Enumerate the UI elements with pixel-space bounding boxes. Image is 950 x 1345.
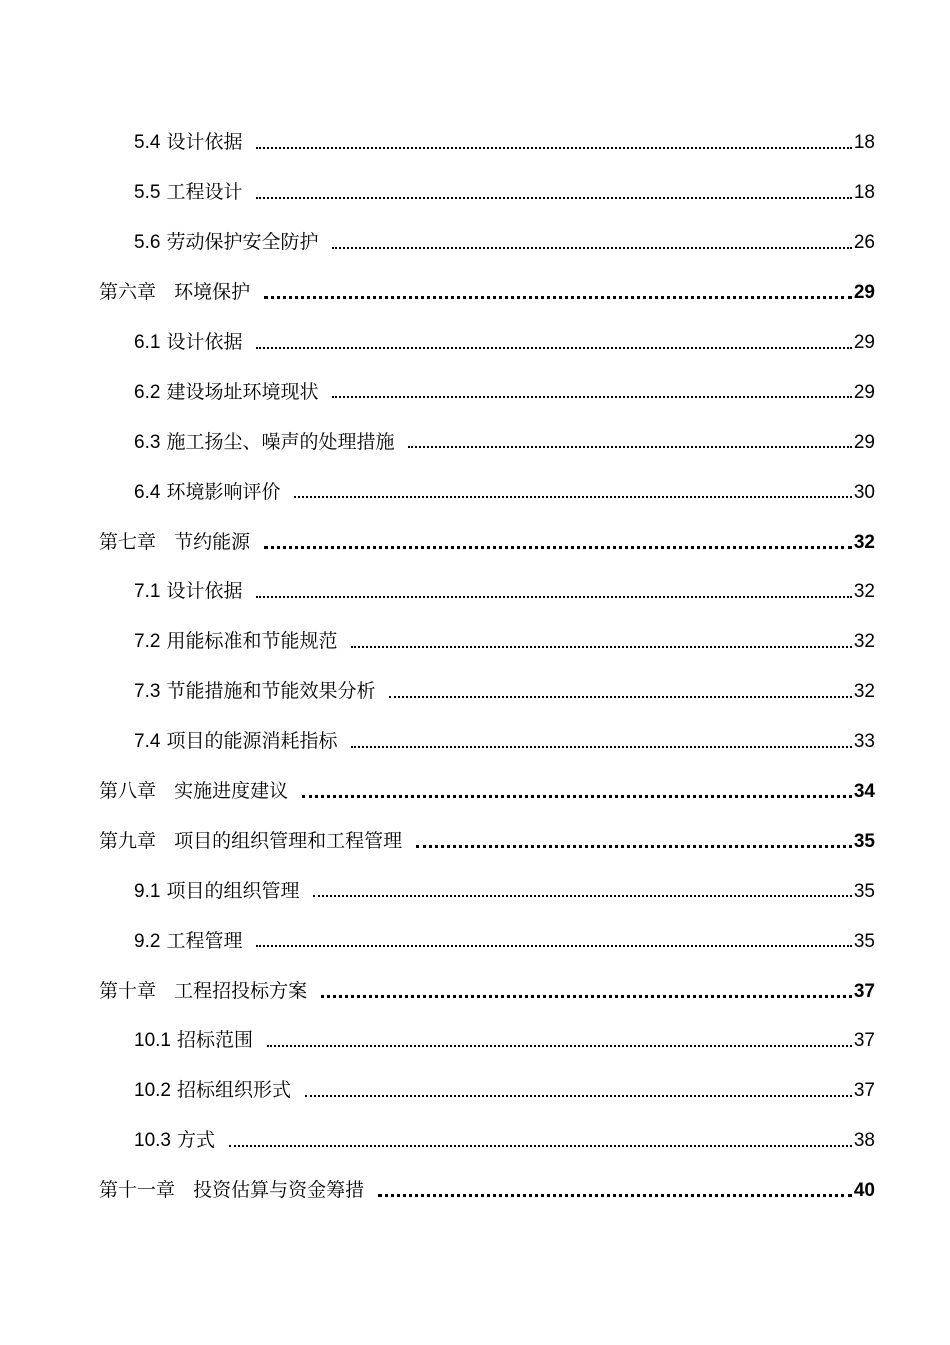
toc-entry-number: 10.2 <box>134 1080 171 1102</box>
toc-section-entry <box>0 417 875 467</box>
toc-entry-label <box>99 1181 364 1200</box>
dot-leader <box>302 781 852 798</box>
toc-entry-number: 6.1 <box>134 332 161 353</box>
toc-page-number: 29 <box>853 332 875 353</box>
toc-section-entry <box>0 367 875 417</box>
dot-leader <box>389 682 851 698</box>
toc-entry-number: 7.2 <box>134 631 161 653</box>
dot-leader <box>332 233 851 249</box>
dot-leader <box>351 732 851 748</box>
dot-leader <box>256 133 851 149</box>
toc-chapter-entry <box>0 268 875 318</box>
toc-entry-title: 实施进度建议 <box>174 780 289 803</box>
toc-entry-title: 工程招投标方案 <box>174 979 308 1002</box>
toc-entry-title: 招标组织形式 <box>177 1079 292 1102</box>
toc-page-number: 35 <box>853 930 875 952</box>
toc-page-number: 29 <box>853 282 875 304</box>
toc-entry-label <box>99 782 288 801</box>
toc-entry-title: 设计依据 <box>166 131 243 154</box>
toc-section-entry <box>0 1016 875 1066</box>
toc-entry-number: 5.6 <box>134 232 161 254</box>
dot-leader <box>264 282 852 299</box>
toc-page-number: 37 <box>853 1080 875 1102</box>
dot-leader <box>294 482 851 498</box>
toc-entry-number: 9.2 <box>134 930 161 952</box>
dot-leader <box>256 333 851 349</box>
toc-entry-title: 工程设计 <box>166 181 243 204</box>
toc-entry-title: 工程管理 <box>166 929 243 952</box>
dot-leader <box>332 382 851 398</box>
dot-leader <box>256 931 851 947</box>
toc-entry-label <box>134 732 337 751</box>
toc-entry-label <box>99 283 250 302</box>
toc-entry-label <box>134 1131 215 1150</box>
toc-entry-number: 第十章 <box>99 980 157 1002</box>
toc-section-entry <box>0 667 875 717</box>
dot-leader <box>408 432 851 448</box>
dot-leader <box>264 532 852 549</box>
toc-entry-number: 第七章 <box>99 531 157 553</box>
toc-chapter-entry <box>0 1166 875 1216</box>
toc-page-number: 29 <box>853 381 875 403</box>
toc-entry-number: 第九章 <box>99 830 157 852</box>
toc-entry-title: 项目的组织管理 <box>166 879 300 902</box>
toc-entry-number: 第十一章 <box>99 1180 176 1202</box>
toc-page-number: 35 <box>853 830 875 852</box>
toc-entry-label <box>134 380 319 403</box>
toc-entry-number: 7.3 <box>134 681 161 703</box>
dot-leader <box>256 183 851 199</box>
dot-leader <box>351 632 851 648</box>
dot-leader <box>416 831 852 848</box>
toc-entry-title: 招标范围 <box>177 1029 254 1052</box>
toc-entry-title: 劳动保护安全防护 <box>166 231 319 254</box>
toc-entry-number: 第八章 <box>99 781 157 803</box>
toc-page-number: 32 <box>853 631 875 653</box>
toc-entry-label <box>134 430 395 453</box>
toc-page-number: 37 <box>853 1030 875 1052</box>
toc-entry-number: 10.1 <box>134 1030 171 1052</box>
toc-entry-title: 设计依据 <box>166 331 243 353</box>
toc-page-number: 32 <box>853 531 875 553</box>
toc-entry-label <box>134 233 318 252</box>
toc-section-entry <box>0 318 875 368</box>
toc-entry-number: 5.4 <box>134 132 161 154</box>
toc-page-number: 33 <box>853 731 875 753</box>
toc-entry-title: 项目的组织管理和工程管理 <box>174 829 403 852</box>
toc-page-number: 38 <box>853 1130 875 1152</box>
toc-page-number: 37 <box>853 980 875 1002</box>
toc-section-entry <box>0 617 875 667</box>
toc-entry-label <box>134 682 375 701</box>
toc-entry-title: 项目的能源消耗指标 <box>166 730 338 753</box>
toc-entry-title: 建设场址环境现状 <box>166 380 319 403</box>
toc-entry-title: 设计依据 <box>166 580 243 603</box>
toc-entry-number: 5.5 <box>134 182 161 204</box>
dot-leader <box>305 1081 852 1097</box>
toc-section-entry <box>0 118 875 168</box>
toc-chapter-entry <box>0 517 875 567</box>
toc-entry-label <box>134 1031 253 1050</box>
toc-chapter-entry <box>0 966 875 1016</box>
toc-section-entry <box>0 567 875 617</box>
toc-entry-title: 环境影响评价 <box>166 480 281 503</box>
toc-entry-title: 方式 <box>177 1129 216 1152</box>
toc-section-entry <box>0 467 875 517</box>
toc-entry-label <box>134 929 243 952</box>
toc-page-number: 29 <box>853 431 875 453</box>
toc-entry-label <box>134 879 300 902</box>
toc-entry-number: 10.3 <box>134 1130 171 1152</box>
toc-entry-label <box>134 1081 291 1100</box>
toc-page-number: 30 <box>853 481 875 503</box>
toc-section-entry <box>0 916 875 966</box>
toc-entry-label <box>134 480 281 503</box>
toc-page-number: 32 <box>853 681 875 703</box>
toc-section-entry <box>0 218 875 268</box>
dot-leader <box>256 582 851 598</box>
toc-entry-label <box>99 979 308 1002</box>
toc-chapter-entry <box>0 816 875 866</box>
toc-chapter-entry <box>0 767 875 817</box>
toc-section-entry <box>0 866 875 916</box>
dot-leader <box>267 1031 852 1047</box>
toc-section-entry <box>0 1116 875 1166</box>
toc-entry-title: 节能措施和节能效果分析 <box>166 680 376 703</box>
toc-entry-label <box>134 333 242 352</box>
dot-leader <box>313 881 851 897</box>
toc-entry-label <box>134 632 337 651</box>
toc-entry-number: 6.4 <box>134 481 161 503</box>
toc-page-number: 26 <box>853 232 875 254</box>
toc-section-entry <box>0 168 875 218</box>
toc-entry-number: 7.1 <box>134 581 161 603</box>
toc-section-entry <box>0 717 875 767</box>
toc-page-number: 34 <box>853 781 875 803</box>
toc-entry-title: 投资估算与资金筹措 <box>193 1179 365 1202</box>
toc-entry-title: 施工扬尘、噪声的处理措施 <box>166 430 395 453</box>
toc-entry-number: 6.2 <box>134 381 161 403</box>
toc-entry-title: 用能标准和节能规范 <box>166 630 338 653</box>
table-of-contents <box>0 118 950 1216</box>
toc-entry-number: 6.3 <box>134 431 161 453</box>
toc-page-number: 40 <box>853 1180 875 1202</box>
toc-entry-label <box>134 582 242 601</box>
toc-entry-label <box>99 530 251 553</box>
dot-leader <box>378 1180 852 1197</box>
toc-entry-number: 9.1 <box>134 880 161 902</box>
toc-page-number: 18 <box>853 182 875 204</box>
toc-entry-label <box>99 829 403 852</box>
dot-leader <box>229 1131 852 1147</box>
toc-entry-label <box>134 133 242 152</box>
toc-page-number: 35 <box>853 880 875 902</box>
toc-entry-number: 7.4 <box>134 731 161 753</box>
toc-entry-number: 第六章 <box>99 282 157 304</box>
toc-page-number: 32 <box>853 581 875 603</box>
toc-page-number: 18 <box>853 132 875 154</box>
toc-entry-title: 环境保护 <box>174 281 251 304</box>
toc-entry-title: 节约能源 <box>174 530 251 553</box>
toc-section-entry <box>0 1066 875 1116</box>
toc-entry-label <box>134 183 242 202</box>
dot-leader <box>321 981 852 998</box>
